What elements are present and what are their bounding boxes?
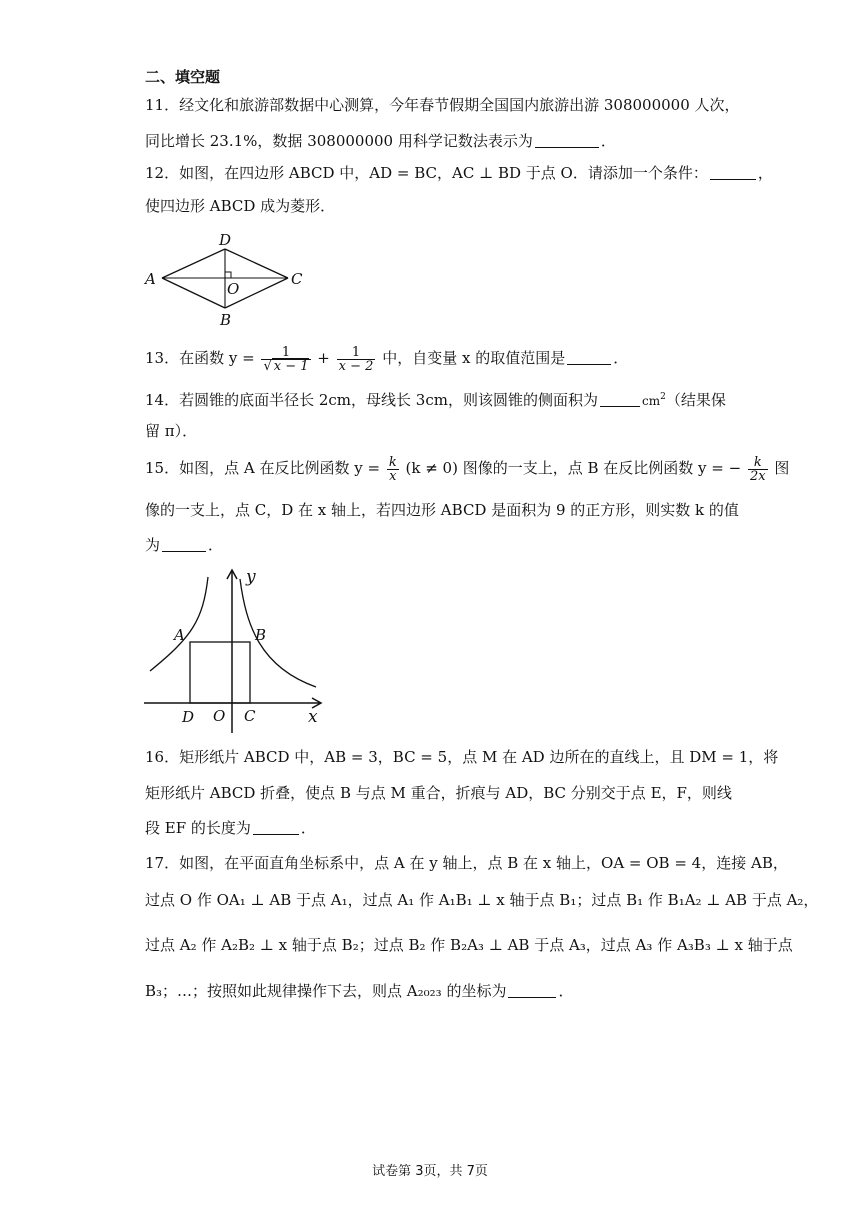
q15-line2: 像的一支上，点 C，D 在 x 轴上，若四边形 ABCD 是面积为 9 的正方形，则实数 k 的值 (145, 501, 739, 519)
q13-num2: 1 (337, 346, 376, 360)
q16-line1: 16．矩形纸片 ABCD 中，AB = 3，BC = 5，点 M 在 AD 边所在的直线上，且 DM = 1，将 (145, 748, 779, 766)
q14-line1-end: （结果保 (665, 391, 726, 409)
label-x: x (308, 707, 318, 727)
q14-answer-blank[interactable] (600, 390, 640, 407)
q17-line3: 过点 A₂ 作 A₂B₂ ⊥ x 轴于点 B₂；过点 B₂ 作 B₂A₃ ⊥ AB 于点 A₃，过点 A₃ 作 A₃B₃ ⊥ x 轴于点 (145, 936, 793, 954)
hyperbola-figure (140, 565, 340, 735)
q12-line1-text: 12．如图，在四边形 ABCD 中，AD = BC，AC ⊥ BD 于点 O．请添加一个条件： (145, 164, 708, 182)
side-DC (225, 249, 288, 278)
q13-fraction-2 (337, 346, 376, 373)
q13-line (145, 343, 628, 373)
q17-line2: 过点 O 作 OA₁ ⊥ AB 于点 A₁，过点 A₁ 作 A₁B₁ ⊥ x 轴于点 B₁；过点 B₁ 作 B₁A₂ ⊥ AB 于点 A₂， (145, 891, 819, 909)
q15-answer-blank[interactable] (162, 535, 206, 552)
q15-den2: 2x (749, 468, 766, 484)
q15-num1: k (388, 454, 397, 470)
q15-fraction-2 (748, 456, 768, 483)
q17-answer-blank[interactable] (508, 981, 556, 998)
q14-line1 (145, 387, 726, 411)
q13-prefix: 13．在函数 y = (145, 349, 255, 367)
curve-right (240, 579, 316, 687)
q11-answer-blank[interactable] (535, 131, 599, 148)
section-title: 二、填空题 (145, 68, 221, 86)
q15-prefix: 15．如图，点 A 在反比例函数 y = (145, 459, 381, 477)
q13-num1: 1 (261, 346, 310, 360)
q15-condition: (k ≠ 0) 图像的一支上，点 B 在反比例函数 y = − (405, 459, 742, 477)
q17-line4-text: B₃；…；按照如此规律操作下去，则点 A₂₀₂₃ 的坐标为 (145, 982, 507, 1000)
q13-fraction-1 (261, 346, 310, 373)
label-O: O (227, 280, 240, 298)
q13-den1: x − 1 (273, 358, 309, 374)
q12-line1-end: ， (757, 164, 773, 182)
label-D: D (182, 708, 195, 726)
q15-den1: x (389, 468, 397, 484)
q15-line3-end: ． (208, 536, 224, 554)
q16-line3-end: ． (300, 819, 316, 837)
q11-line2 (145, 131, 616, 151)
q15-tail: 图 (774, 459, 790, 477)
right-angle-mark (225, 272, 231, 278)
q17-line4-end: ． (558, 982, 574, 1000)
rhombus-figure (140, 228, 310, 328)
q16-line3 (145, 818, 316, 838)
label-A: A (174, 626, 185, 644)
q11-line1: 11．经文化和旅游部数据中心测算，今年春节假期全国国内旅游出游 308000000 人次， (145, 96, 740, 114)
page-footer: 试卷第 3页，共 7页 (372, 1164, 488, 1179)
q15-line1 (145, 451, 789, 485)
q13-answer-blank[interactable] (567, 348, 611, 365)
curve-left (150, 577, 208, 671)
square-ABCD (190, 642, 250, 703)
q15-line3-text: 为 (145, 536, 161, 554)
side-BA (162, 278, 225, 308)
q13-plus: + (317, 349, 330, 367)
q13-den2: x − 2 (338, 358, 374, 374)
q11-line2-text: 同比增长 23.1%，数据 308000000 用科学记数法表示为 (145, 132, 533, 150)
q15-num2: k (748, 456, 768, 470)
q12-line1 (145, 163, 773, 183)
label-O: O (213, 707, 226, 725)
q14-line2: 留 π）． (145, 422, 198, 440)
label-y: y (246, 567, 256, 587)
q15-line3 (145, 535, 223, 555)
label-C: C (244, 707, 256, 725)
q14-line1-text: 14．若圆锥的底面半径长 2cm，母线长 3cm，则该圆锥的侧面积为 (145, 391, 598, 409)
q12-line2: 使四边形 ABCD 成为菱形． (145, 197, 336, 215)
label-B: B (220, 311, 232, 328)
q15-fraction-1 (387, 456, 399, 483)
q17-line4 (145, 981, 573, 1001)
q14-unit: cm (641, 394, 661, 408)
q16-line3-text: 段 EF 的长度为 (145, 819, 251, 837)
q17-line1: 17．如图，在平面直角坐标系中，点 A 在 y 轴上，点 B 在 x 轴上，OA = OB = 4，连接 AB， (145, 854, 788, 872)
label-A: A (145, 270, 156, 288)
q16-line2: 矩形纸片 ABCD 折叠，使点 B 与点 M 重合，折痕与 AD，BC 分别交于点 E，F，则线 (145, 784, 732, 802)
q13-suffix: 中，自变量 x 的取值范围是 (382, 349, 566, 367)
label-B: B (255, 626, 267, 644)
q13-end: ． (613, 349, 629, 367)
label-C: C (291, 270, 303, 288)
q16-answer-blank[interactable] (253, 818, 299, 835)
q14-unit-sup: 2 (660, 392, 666, 402)
label-D: D (219, 231, 232, 249)
q12-answer-blank[interactable] (710, 163, 756, 180)
q11-line2-end: ． (600, 132, 616, 150)
q13-den1-wrap: √ x − 1 (263, 358, 309, 374)
side-AD (162, 249, 225, 278)
